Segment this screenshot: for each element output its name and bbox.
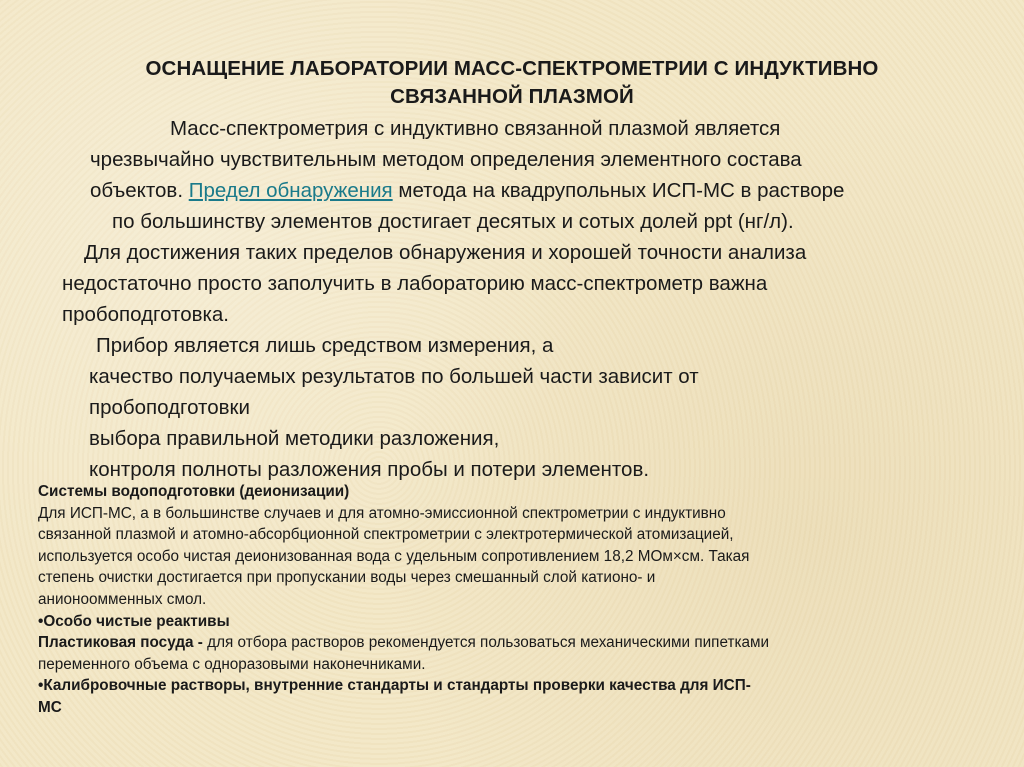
water-line-2: связанной плазмой и атомно-абсорбционной спектрометрии с электротермической атомизацией, (38, 526, 734, 544)
intro-line-3 (90, 175, 844, 206)
plastic-text: для отбора растворов рекомендуется пользоваться механическими пипетками (207, 634, 770, 652)
intro-line-12: контроля полноты разложения пробы и потери элементов. (89, 458, 650, 481)
plastic-line-1 (38, 632, 988, 654)
intro-line-6: недостаточно просто заполучить в лабораторию масс-спектрометр важна (62, 272, 768, 295)
calibration-bullet-line-1: •Калибровочные растворы, внутренние стандарты и стандарты проверки качества для ИСП- (38, 677, 751, 695)
plastic-heading: Пластиковая посуда - (38, 634, 208, 652)
detection-limit-link[interactable]: Предел обнаружения (188, 179, 393, 202)
intro-line-10: пробоподготовки (89, 396, 250, 419)
intro-line-7: пробоподготовка. (62, 303, 230, 326)
intro-line-4: по большинству элементов достигает десятых и сотых долей ppt (нг/л). (112, 210, 794, 233)
intro-line-8: Прибор является лишь средством измерения, а (96, 334, 554, 357)
intro-line-3-post: метода на квадрупольных ИСП-МС в растворе (392, 179, 845, 202)
intro-line-1: Масс-спектрометрия с индуктивно связанной плазмой является (170, 117, 781, 140)
title-line-1: ОСНАЩЕНИЕ ЛАБОРАТОРИИ МАСС-СПЕКТРОМЕТРИИ С ИНДУКТИВНО (145, 57, 879, 80)
intro-line-2: чрезвычайно чувствительным методом определения элементного состава (90, 148, 802, 171)
water-line-4: степень очистки достигается при пропускании воды через смешанный слой катионо- и (38, 569, 656, 587)
water-line-1: Для ИСП-МС, а в большинстве случаев и для атомно-эмиссионной спектрометрии с индуктивно (38, 504, 726, 522)
title-line-2: СВЯЗАННОЙ ПЛАЗМОЙ (390, 85, 634, 108)
calibration-bullet-line-2: МС (38, 698, 62, 716)
details-text (38, 481, 988, 719)
reagents-bullet: •Особо чистые реактивы (38, 612, 230, 630)
intro-line-9: качество получаемых результатов по большей части зависит от (89, 365, 699, 388)
plastic-line-2: переменного объема с одноразовыми наконечниками. (38, 655, 426, 673)
water-systems-heading: Системы водоподготовки (деионизации) (38, 483, 350, 500)
slide-title (60, 55, 964, 111)
water-line-5: анионоомменных смол. (38, 590, 207, 608)
intro-line-3-pre: объектов. (90, 179, 189, 202)
intro-line-5: Для достижения таких пределов обнаружения и хорошей точности анализа (84, 241, 807, 264)
water-line-3: используется особо чистая деионизованная вода с удельным сопротивлением 18,2 МОм×см. Такая (38, 547, 750, 565)
intro-line-11: выбора правильной методики разложения, (89, 427, 500, 450)
